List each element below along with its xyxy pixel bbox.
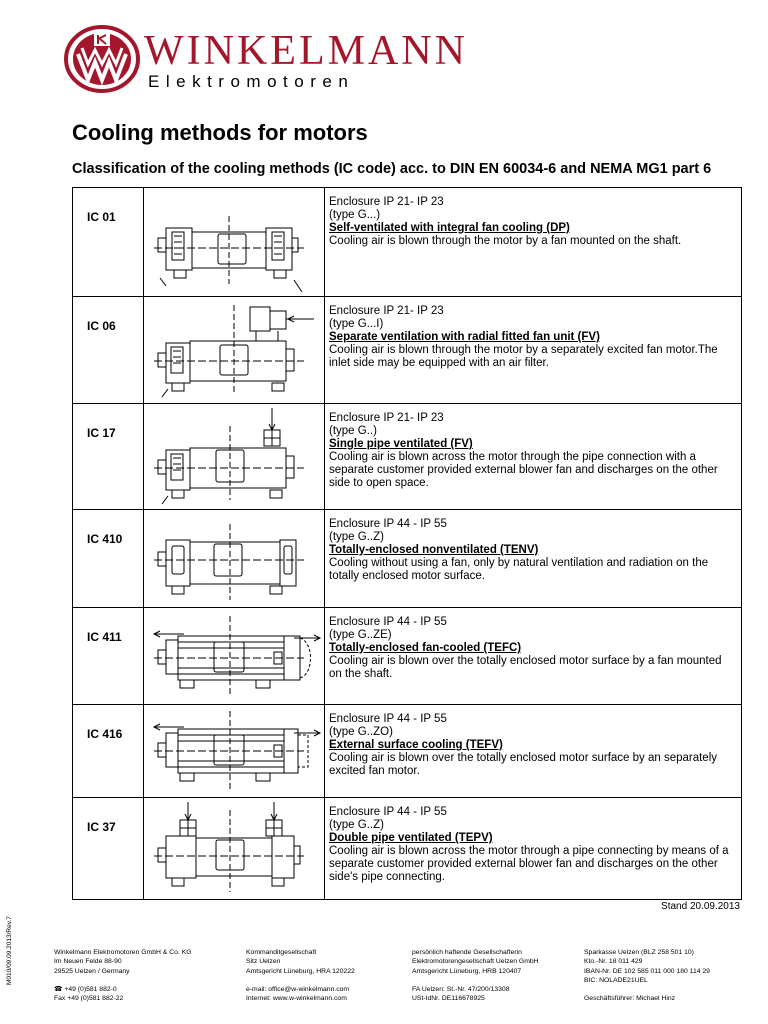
description-cell	[325, 608, 742, 705]
description-cell	[325, 510, 742, 608]
footer-line: Kommanditgesellschaft	[246, 949, 317, 956]
enclosure-text: Enclosure IP 21- IP 23	[329, 196, 444, 208]
footer-line	[246, 976, 355, 985]
enclosure-text: Enclosure IP 44 - IP 55	[329, 518, 447, 530]
footer-line: Amtsgericht Lüneburg, HRA 120222	[246, 967, 355, 975]
motor-drawing-ic06-icon	[144, 297, 324, 403]
footer-email: e-mail: office@w-winkelmann.com	[246, 986, 350, 994]
method-description: Cooling air is blown over the totally enclosed motor surface by an separately excited fan motor.	[329, 752, 718, 777]
ic-code: IC 01	[73, 188, 144, 297]
motor-drawing-ic37-icon	[144, 798, 324, 899]
footer-website: Internet: www.w-winkelmann.com	[246, 995, 347, 1003]
method-description: Cooling air is blown through the motor by a separately excited fan motor.The inlet side may be equipped with an air filter.	[329, 344, 718, 369]
type-text: (type G..ZE)	[329, 629, 392, 641]
footer-line: persönlich haftende Gesellschafterin	[412, 949, 522, 956]
description-cell	[325, 188, 742, 297]
footer-line: Geschäftsführer: Michael Hinz	[584, 995, 676, 1003]
method-heading: Totally-enclosed nonventilated (TENV)	[329, 544, 539, 556]
table-row	[73, 404, 742, 510]
footer-col-legal	[246, 948, 355, 1004]
ic-code: IC 17	[73, 404, 144, 510]
table-row	[73, 188, 742, 297]
winkelmann-logo-icon	[64, 24, 156, 94]
description-cell	[325, 798, 742, 900]
motor-drawing-ic17-icon	[144, 404, 324, 509]
motor-drawing-ic410-icon	[144, 510, 324, 607]
description-cell	[325, 297, 742, 404]
ic-code: IC 410	[73, 510, 144, 608]
footer-line: FA Uelzen: St.-Nr. 47/200/13308	[412, 986, 510, 994]
brand-subtitle: Elektromotoren	[148, 72, 355, 91]
enclosure-text: Enclosure IP 21- IP 23	[329, 412, 444, 424]
type-text: (type G..ZO)	[329, 726, 393, 738]
motor-drawing-cell	[144, 798, 325, 900]
type-text: (type G...I)	[329, 318, 384, 330]
footer-line	[54, 976, 192, 985]
method-heading: Self-ventilated with integral fan cooling (DP)	[329, 222, 570, 234]
table-row	[73, 798, 742, 900]
footer-line: 29525 Uelzen / Germany	[54, 967, 130, 975]
cooling-methods-table	[72, 187, 742, 900]
footer-line: Amtsgericht Lüneburg, HRB 120407	[412, 967, 522, 975]
type-text: (type G...)	[329, 209, 381, 221]
method-heading: Totally-enclosed fan-cooled (TEFC)	[329, 642, 522, 654]
footer-col-bank	[584, 948, 710, 1004]
table-row	[73, 705, 742, 798]
method-description: Cooling air is blown through the motor by a fan mounted on the shaft.	[329, 235, 682, 247]
method-heading: Double pipe ventilated (TEPV)	[329, 832, 493, 844]
method-description: Cooling air is blown over the totally enclosed motor surface by a fan mounted on the shaft.	[329, 655, 722, 680]
motor-drawing-cell	[144, 404, 325, 510]
ic-code: IC 37	[73, 798, 144, 900]
type-text: (type G..Z)	[329, 531, 384, 543]
brand-name: WINKELMANN	[144, 28, 468, 74]
footer-phone: ☎ +49 (0)581 882-0	[54, 986, 117, 994]
footer-line: Kto.-Nr. 18 011 429	[584, 958, 643, 966]
footer-col-company	[54, 948, 192, 1004]
revision-date: Stand 20.09.2013	[661, 901, 740, 912]
motor-drawing-cell	[144, 608, 325, 705]
footer-line	[584, 985, 710, 994]
table-row	[73, 608, 742, 705]
motor-drawing-ic01-icon	[144, 188, 324, 296]
ic-code: IC 411	[73, 608, 144, 705]
motor-drawing-cell	[144, 297, 325, 404]
table-row	[73, 297, 742, 404]
type-text: (type G..Z)	[329, 819, 384, 831]
description-cell	[325, 705, 742, 798]
enclosure-text: Enclosure IP 44 - IP 55	[329, 713, 447, 725]
description-cell	[325, 404, 742, 510]
method-description: Cooling air is blown across the motor through the pipe connection with a separate customer provided external blower fan and discharges on the other side to open space.	[329, 451, 718, 489]
ic-code: IC 416	[73, 705, 144, 798]
ic-code: IC 06	[73, 297, 144, 404]
method-heading: Single pipe ventilated (FV)	[329, 438, 473, 450]
footer-line: USt-IdNr. DE116678925	[412, 995, 485, 1003]
document-code: M010/09.09.2013/Rev.7	[6, 916, 13, 985]
footer-line: Sparkasse Uelzen (BLZ 258 501 10)	[584, 949, 694, 956]
footer-line: Winkelmann Elektromotoren GmbH & Co. KG	[54, 949, 192, 956]
enclosure-text: Enclosure IP 21- IP 23	[329, 305, 444, 317]
motor-drawing-ic416-icon	[144, 705, 324, 797]
footer-line: Sitz Uelzen	[246, 958, 281, 966]
page-subtitle: Classification of the cooling methods (IC code) acc. to DIN EN 60034-6 and NEMA MG1 part 6	[72, 161, 712, 177]
table-row	[73, 510, 742, 608]
footer-line	[412, 976, 539, 985]
motor-drawing-cell	[144, 188, 325, 297]
footer-line: BIC: NOLADE21UEL	[584, 976, 648, 984]
footer-line: Elektromotorengesellschaft Uelzen GmbH	[412, 958, 539, 966]
footer-line: Im Neuen Felde 88-90	[54, 958, 122, 966]
method-heading: Separate ventilation with radial fitted fan unit (FV)	[329, 331, 600, 343]
method-description: Cooling air is blown across the motor through a pipe connecting by means of a separate customer provided external blower fan and discharges on the other side's pipe connecting.	[329, 845, 729, 883]
company-header	[64, 24, 564, 96]
motor-drawing-cell	[144, 705, 325, 798]
enclosure-text: Enclosure IP 44 - IP 55	[329, 616, 447, 628]
footer-fax: Fax +49 (0)581 882-22	[54, 995, 124, 1003]
method-heading: External surface cooling (TEFV)	[329, 739, 503, 751]
enclosure-text: Enclosure IP 44 - IP 55	[329, 806, 447, 818]
method-description: Cooling without using a fan, only by natural ventilation and radiation on the totally enclosed motor surface.	[329, 557, 709, 582]
motor-drawing-cell	[144, 510, 325, 608]
type-text: (type G..)	[329, 425, 377, 437]
footer-col-partner	[412, 948, 539, 1004]
page-title: Cooling methods for motors	[72, 120, 368, 145]
footer-line: IBAN-Nr. DE 102 585 011 000 180 114 29	[584, 967, 710, 975]
motor-drawing-ic411-icon	[144, 608, 324, 704]
